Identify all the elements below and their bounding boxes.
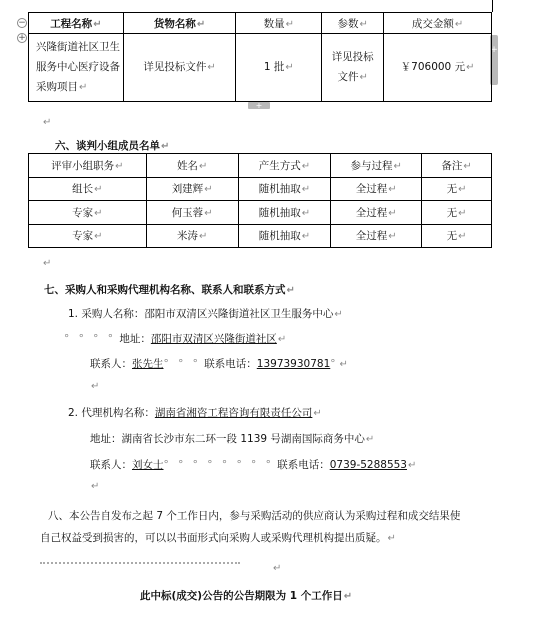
agent-name[interactable]: 湖南省湘咨工程咨询有限责任公司	[154, 407, 313, 419]
cell-process[interactable]: 全过程↵	[331, 224, 422, 248]
header-params: 参数↵	[322, 13, 384, 34]
header-goods: 货物名称↵	[123, 13, 236, 34]
page-border-top-right	[492, 0, 493, 12]
cell-name[interactable]: 何玉蓉↵	[146, 201, 238, 225]
cell-role[interactable]: 专家↵	[29, 224, 147, 248]
header-project: 工程名称↵	[29, 13, 124, 34]
purchaser-contact[interactable]: 张先生	[132, 358, 164, 370]
table-add-row-handle[interactable]: +	[248, 102, 270, 109]
section8-paragraph: 八、本公告自发布之起 7 个工作日内，参与采购活动的供应商认为采购过程和成交结果使 自己权益受到损害的，可以以书面形式向采购人或采购代理机构提出质疑。↵	[40, 510, 461, 544]
header-role: 评审小组职务↵	[29, 154, 147, 178]
table-row	[29, 201, 492, 225]
cell-method[interactable]: 随机抽取↵	[238, 201, 331, 225]
cell-method[interactable]: 随机抽取↵	[238, 224, 331, 248]
cell-project[interactable]: 兴隆街道社区卫生服务中心医疗设备采购项目↵	[29, 34, 124, 102]
panel-members-table	[28, 153, 492, 248]
dotted-separator	[40, 562, 240, 564]
cell-goods[interactable]: 详见投标文件↵	[123, 34, 236, 102]
header-process: 参与过程↵	[331, 154, 422, 178]
agent-contact[interactable]: 刘女士	[132, 459, 164, 471]
section6-title: 六、谈判小组成员名单↵	[55, 140, 170, 152]
cell-params[interactable]: 详见投标文件↵	[322, 34, 384, 102]
notice-period: 此中标(成交)公告的公告期限为 1 个工作日↵	[140, 590, 353, 602]
table-row	[29, 177, 492, 201]
agent-line: 2. 代理机构名称：湖南省湘咨工程咨询有限责任公司↵	[68, 407, 322, 419]
purchaser-phone[interactable]: 13973930781	[256, 358, 331, 370]
cell-role[interactable]: 组长↵	[29, 177, 147, 201]
cell-remark[interactable]: 无↵	[422, 224, 492, 248]
agent-contact-line: 联系人：刘女士° ° ° ° ° ° ° ° 联系电话：0739-5288553↵	[90, 459, 417, 471]
section7-title: 七、采购人和采购代理机构名称、联系人和联系方式↵	[44, 284, 295, 296]
header-remark: 备注↵	[422, 154, 492, 178]
header-name: 姓名↵	[146, 154, 238, 178]
header-qty: 数量↵	[236, 13, 322, 34]
purchaser-line: 1. 采购人名称：邵阳市双清区兴隆街道社区卫生服务中心↵	[68, 308, 343, 320]
cell-remark[interactable]: 无↵	[422, 201, 492, 225]
purchaser-contact-line: 联系人：张先生° ° ° 联系电话：13973930781°↵	[90, 358, 348, 370]
header-amount: 成交金额↵	[384, 13, 492, 34]
table-row	[29, 154, 492, 178]
paragraph-mark: ↵	[91, 481, 100, 492]
header-method: 产生方式↵	[238, 154, 331, 178]
table-resize-handle[interactable]: +	[490, 35, 498, 85]
cell-role[interactable]: 专家↵	[29, 201, 147, 225]
cell-qty[interactable]: 1 批↵	[236, 34, 322, 102]
cell-name[interactable]: 米涛↵	[146, 224, 238, 248]
cell-process[interactable]: 全过程↵	[331, 201, 422, 225]
agent-phone[interactable]: 0739-5288553	[329, 459, 407, 471]
purchaser-address-line: ° ° ° ° 地址：邵阳市双清区兴隆街道社区↵	[64, 333, 287, 345]
table-row	[29, 224, 492, 248]
cell-process[interactable]: 全过程↵	[331, 177, 422, 201]
purchaser-name[interactable]: 邵阳市双清区兴隆街道社区卫生服务中心	[144, 308, 334, 320]
cell-remark[interactable]: 无↵	[422, 177, 492, 201]
project-table	[28, 12, 492, 102]
paragraph-mark: ↵	[43, 258, 52, 269]
paragraph-mark: ↵	[91, 381, 100, 392]
cell-method[interactable]: 随机抽取↵	[238, 177, 331, 201]
purchaser-address[interactable]: 邵阳市双清区兴隆街道社区	[150, 333, 277, 345]
table-add-column-icon[interactable]: +	[18, 33, 26, 43]
table-move-handle-icon[interactable]: −	[18, 18, 26, 28]
paragraph-mark: ↵	[273, 563, 282, 574]
agent-address-line: 地址：湖南省长沙市东二环一段 1139 号湖南国际商务中心↵	[90, 433, 375, 445]
paragraph-mark: ↵	[43, 117, 52, 128]
cell-name[interactable]: 刘建辉↵	[146, 177, 238, 201]
cell-amount[interactable]: ￥706000 元↵	[384, 34, 492, 102]
